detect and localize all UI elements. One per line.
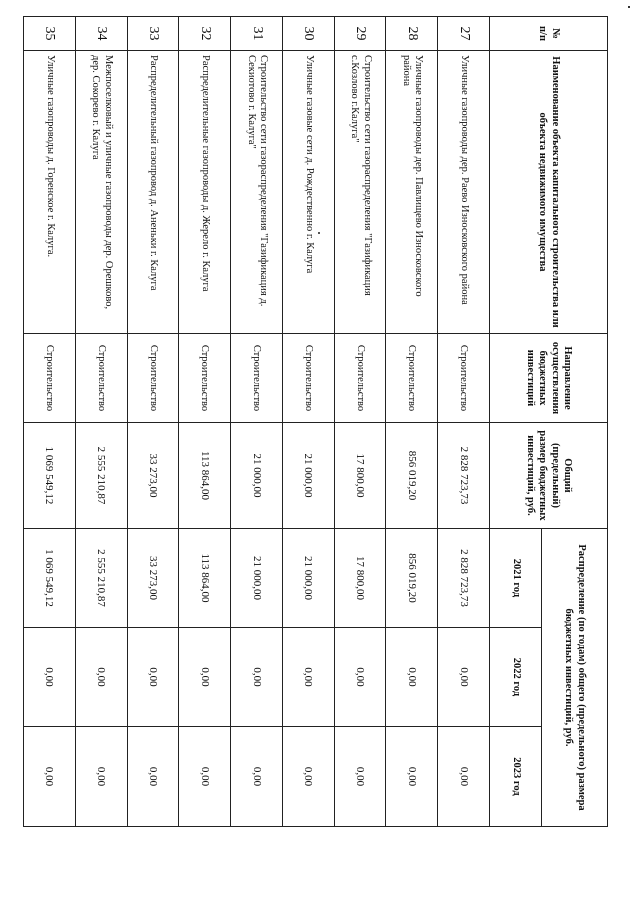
total-amount-cell: 33 273,00 <box>127 423 179 529</box>
amount-2022-cell: 0,00 <box>127 628 179 727</box>
total-amount-cell: 17 800,00 <box>334 423 386 529</box>
amount-2021-cell: 113 864,00 <box>179 529 231 628</box>
amount-2023-cell: 0,00 <box>75 727 127 827</box>
amount-2023-cell: 0,00 <box>386 727 438 827</box>
table-row <box>438 17 490 827</box>
amount-2023-cell: 0,00 <box>231 727 283 827</box>
investment-direction-cell: Строительство <box>75 334 127 423</box>
header-year-2021: 2021 год <box>490 529 542 628</box>
amount-2023-cell: 0,00 <box>24 727 76 827</box>
amount-2021-cell: 2 828 723,73 <box>438 529 490 628</box>
total-amount-cell: 21 000,00 <box>231 423 283 529</box>
total-amount-cell: 1 069 549,12 <box>24 423 76 529</box>
investment-direction-cell: Строительство <box>179 334 231 423</box>
amount-2021-cell: 33 273,00 <box>127 529 179 628</box>
object-name-cell: Уличные газопроводы д. Горенское г. Калуга. <box>24 51 76 334</box>
header-distribution: Распределение (по годам) общего (предельного) размера бюджетных инвестиций, руб. <box>542 529 608 827</box>
amount-2021-cell: 21 000,00 <box>231 529 283 628</box>
investment-direction-cell: Строительство <box>127 334 179 423</box>
header-total: Общий (предельный) размер бюджетных инвестиций, руб. <box>490 423 608 529</box>
amount-2023-cell: 0,00 <box>438 727 490 827</box>
object-name-cell: Строительство сети газораспределения "Газификация д. Секиотово г. Калуга" <box>231 51 283 334</box>
investment-table <box>23 16 608 827</box>
table-row <box>334 17 386 827</box>
amount-2021-cell: 2 555 210,87 <box>75 529 127 628</box>
table-row <box>179 17 231 827</box>
row-number-cell: 28 <box>386 17 438 51</box>
investment-direction-cell: Строительство <box>386 334 438 423</box>
row-number-cell: 33 <box>127 17 179 51</box>
total-amount-cell: 856 019,20 <box>386 423 438 529</box>
table-row <box>24 17 76 827</box>
investment-direction-cell: Строительство <box>438 334 490 423</box>
object-name-cell: Распределительный газопровод д. Аненьки г. Калуга <box>127 51 179 334</box>
table-row <box>231 17 283 827</box>
amount-2022-cell: 0,00 <box>75 628 127 727</box>
header-name: Наименование объекта капитального строительства или объекта недвижимого имущества <box>490 51 608 334</box>
amount-2022-cell: 0,00 <box>282 628 334 727</box>
amount-2022-cell: 0,00 <box>179 628 231 727</box>
total-amount-cell: 21 000,00 <box>282 423 334 529</box>
header-year-2022: 2022 год <box>490 628 542 727</box>
amount-2022-cell: 0,00 <box>24 628 76 727</box>
row-number-cell: 34 <box>75 17 127 51</box>
table-row <box>386 17 438 827</box>
table-row <box>127 17 179 827</box>
scan-speck <box>318 232 320 234</box>
header-year-2023: 2023 год <box>490 727 542 827</box>
amount-2021-cell: 856 019,20 <box>386 529 438 628</box>
total-amount-cell: 113 864,00 <box>179 423 231 529</box>
row-number-cell: 30 <box>282 17 334 51</box>
amount-2022-cell: 0,00 <box>334 628 386 727</box>
object-name-cell: Уличные газопроводы дер. Раево Износковского района <box>438 51 490 334</box>
amount-2022-cell: 0,00 <box>231 628 283 727</box>
object-name-cell: Межпоселковый и уличные газопроводы дер. Орешково, дер. Сокорево г. Калуга <box>75 51 127 334</box>
amount-2023-cell: 0,00 <box>282 727 334 827</box>
amount-2021-cell: 1 069 549,12 <box>24 529 76 628</box>
amount-2023-cell: 0,00 <box>127 727 179 827</box>
investment-direction-cell: Строительство <box>282 334 334 423</box>
header-direction: Направление осуществления бюджетных инвестиций <box>490 334 608 423</box>
row-number-cell: 27 <box>438 17 490 51</box>
row-number-cell: 35 <box>24 17 76 51</box>
investment-direction-cell: Строительство <box>24 334 76 423</box>
object-name-cell: Строительство сети газораспределения "Газификация с.Козлово г.Калуга" <box>334 51 386 334</box>
amount-2022-cell: 0,00 <box>438 628 490 727</box>
header-num: № п/п <box>490 17 608 51</box>
row-number-cell: 32 <box>179 17 231 51</box>
row-number-cell: 31 <box>231 17 283 51</box>
object-name-cell: Уличные газовые сети д. Рождественно г. Калуга <box>282 51 334 334</box>
object-name-cell: Уличные газопроводы дер. Павлищево Износковского района <box>386 51 438 334</box>
amount-2022-cell: 0,00 <box>386 628 438 727</box>
object-name-cell: Распределительные газопроводы д. Жерело г. Калуга <box>179 51 231 334</box>
total-amount-cell: 2 555 210,87 <box>75 423 127 529</box>
amount-2023-cell: 0,00 <box>334 727 386 827</box>
investment-direction-cell: Строительство <box>231 334 283 423</box>
investment-direction-cell: Строительство <box>334 334 386 423</box>
table-row <box>282 17 334 827</box>
table-row <box>75 17 127 827</box>
scan-speck <box>628 6 630 8</box>
amount-2021-cell: 17 800,00 <box>334 529 386 628</box>
total-amount-cell: 2 828 723,73 <box>438 423 490 529</box>
row-number-cell: 29 <box>334 17 386 51</box>
amount-2023-cell: 0,00 <box>179 727 231 827</box>
amount-2021-cell: 21 000,00 <box>282 529 334 628</box>
